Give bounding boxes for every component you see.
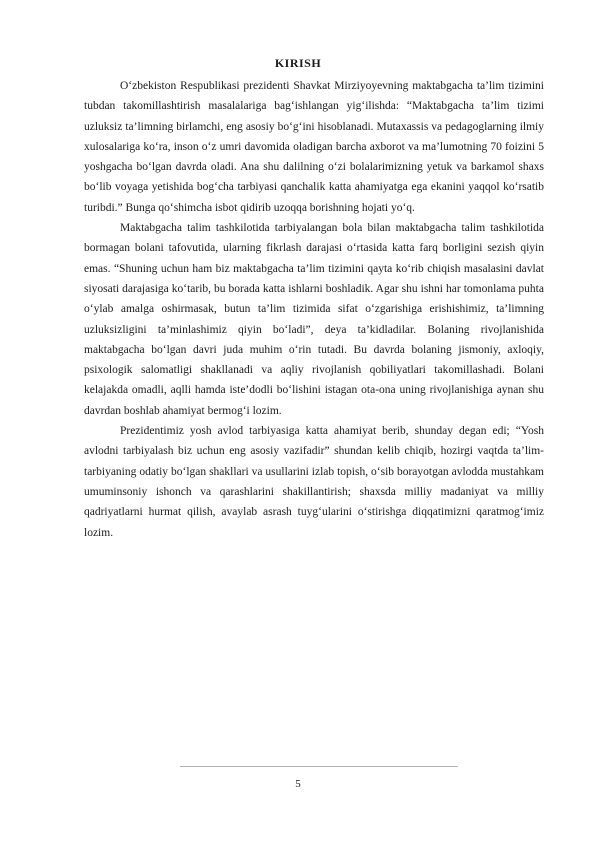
paragraph-1: O‘zbekiston Respublikasi prezidenti Shavkat Mirziyoyevning maktabgacha ta’lim tizimini tubdan takomillashtirish masalalariga bag‘ishlangan yig‘ilishda: “Maktabgacha ta’lim tizimi uzluksiz ta’limning birlamchi, eng asosiy bo‘g‘ini hisoblanadi. Mutaxassis va pedagoglarning ilmiy xulosalariga ko‘ra, inson o‘z umri davomida oladigan barcha axborot va ma’lumotning 70 foizini 5 yoshgacha bo‘lgan davrda oladi. Ana shu dalilning o‘zi bolalarimizning yetuk va barkamol shaxs bo‘lib voyaga yetishida bog‘cha tarbiyasi qanchalik katta ahamiyatga ega ekanini yaqqol ko‘rsatib turibdi.” Bunga qo‘shimcha isbot qidirib uzoqqa borishning hojati yo‘q. (84, 80, 544, 214)
footer-divider (180, 766, 458, 767)
body-text (84, 76, 544, 543)
section-title: KIRISH (274, 56, 322, 70)
paragraph-3: Prezidentimiz yosh avlod tarbiyasiga katta ahamiyat berib, shunday degan edi; “Yosh avlodni tarbiyalash biz uchun eng asosiy vazifadir” shundan kelib chiqib, hozirgi vaqtda ta’lim- tarbiyaning odatiy bo‘lgan shakllari va usullarini izlab topish, o‘sib borayotgan avlodda mustahkam umuminsoniy ishonch va qarashlarini shakillantirish; shaxsda milliy madaniyat va milliy qadriyatlarni hurmat qilish, avaylab asrash tuyg‘ularini o‘stirishga diqqatimizni qaratmog‘imiz lozim. (84, 425, 544, 539)
page-number: 5 (295, 778, 301, 790)
paragraph-2: Maktabgacha talim tashkilotida tarbiyalangan bola bilan maktabgacha talim tashkilotida bormagan bolani tafovutida, ularning fikrlash darajasi o‘rtasida katta farq borligini sezish qiyin emas. “Shuning uchun ham biz maktabgacha ta’lim tizimini qayta ko‘rib chiqish masalasini davlat siyosati darajasiga ko‘tarib, bu borada katta ishlarni boshladik. Agar shu ishni har tomonlama puhta o‘ylab amalga oshirmasak, butun ta’lim tizimida sifat o‘zgarishiga erishishimiz, ta’limning uzluksizligini ta’minlashimiz qiyin bo‘ladi”, deya ta’kidladilar. Bolaning rivojlanishida maktabgacha bo‘lgan davri juda muhim o‘rin tutadi. Bu davrda bolaning jismoniy, axloqiy, psixologik salomatligi shakllanadi va aqliy rivojlanish qobiliyatlari takomillashadi. Bolani kelajakda omadli, aqlli hamda iste’dodli bo‘lishini istagan ota-ona uning rivojlanishiga aynan shu davrdan boshlab ahamiyat bermog‘i lozim. (84, 222, 544, 417)
